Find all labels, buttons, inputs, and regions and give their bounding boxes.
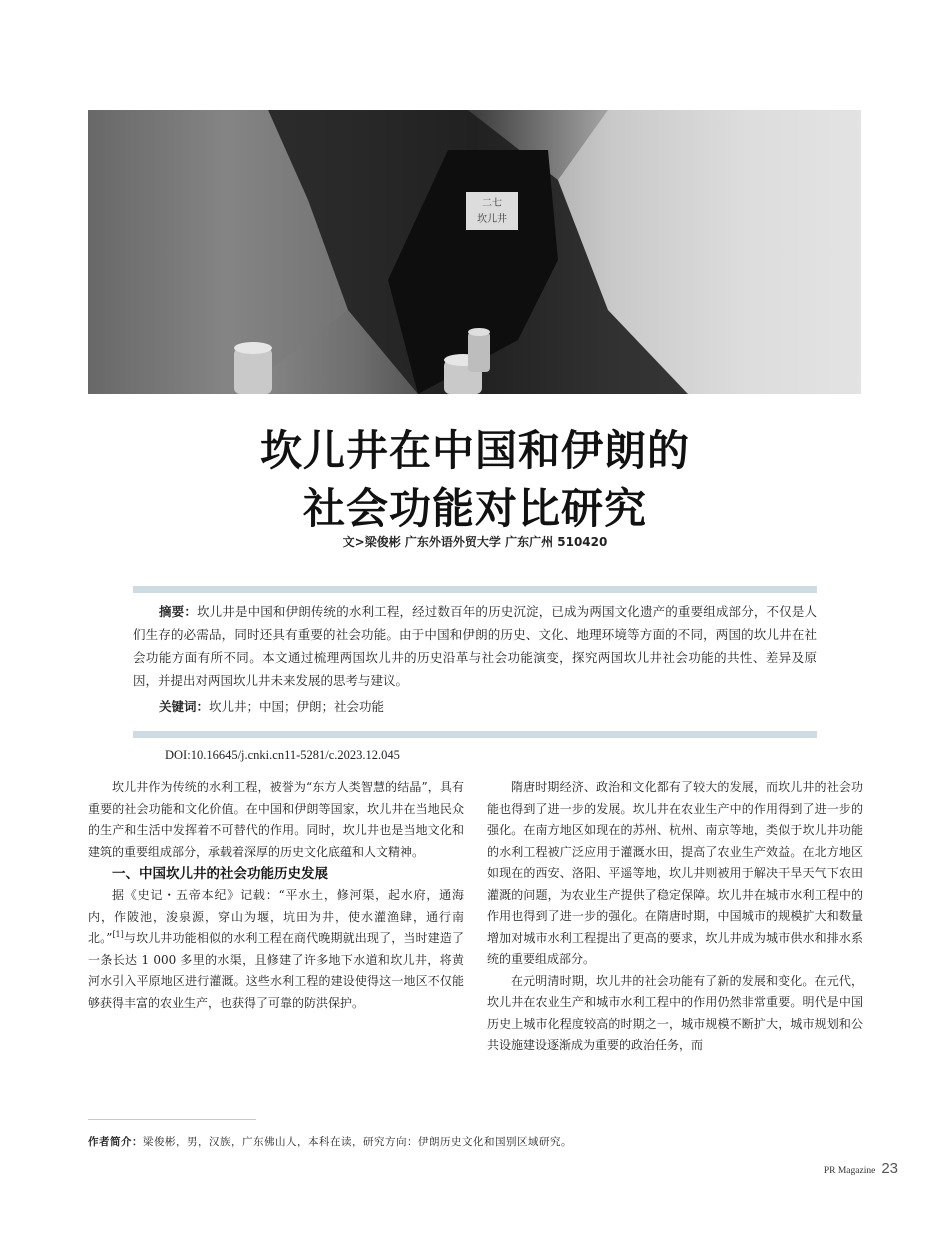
magazine-name: PR Magazine <box>823 1166 876 1176</box>
keywords-text: 坎儿井；中国；伊朗；社会功能 <box>209 699 385 714</box>
page-number: 23 <box>881 1160 898 1177</box>
sign-line2: 坎儿井 <box>477 214 507 225</box>
body-paragraph <box>88 885 464 1014</box>
abstract-bottom-rule <box>133 731 817 738</box>
keywords-line <box>133 695 817 718</box>
keywords-label: 关键词： <box>159 699 210 714</box>
abstract-text: 坎儿井是中国和伊朗传统的水利工程，经过数百年的历史沉淀，已成为两国文化遗产的重要组成部分，不仅是人们生存的必需品，同时还具有重要的社会功能。由于中国和伊朗的历史、文化、地理环境等方面的不同，两国的坎儿井在社会功能方面有所不同。本文通过梳理两国坎儿井的历史沿革与社会功能演变，探究两国坎儿井社会功能的共性、差异及原因，并提出对两国坎儿井未来发展的思考与建议。 <box>133 604 817 688</box>
author-byline: 文>梁俊彬 广东外语外贸大学 广东广州 510420 <box>342 535 608 549</box>
abstract-paragraph <box>133 600 817 692</box>
body-paragraph: 坎儿井作为传统的水利工程，被誉为“东方人类智慧的结晶”，具有重要的社会功能和文化价值。在中国和伊朗等国家，坎儿井在当地民众的生产和生活中发挥着不可替代的作用。同时，坎儿井也是当地文化和建筑的重要组成部分，承载着深厚的历史文化底蕴和人文精神。 <box>88 780 464 859</box>
header-photo <box>88 110 861 394</box>
abstract-block <box>133 600 817 718</box>
author-note-label: 作者简介： <box>88 1136 143 1148</box>
article-title-line1: 坎儿井在中国和伊朗的 <box>259 426 690 475</box>
body-paragraph: 在元明清时期，坎儿井的社会功能有了新的发展和变化。在元代，坎儿井在农业生产和城市水利工程中的作用仍然非常重要。明代是中国历史上城市化程度较高的时期之一，城市规模不断扩大，城市规划和公共设施建设逐渐成为重要的政治任务，而 <box>487 973 863 1052</box>
quote-text: 据《史记・五帝本纪》记载：“平水土，修河渠，起水府，通海内，作陂池，浚泉源，穿山为堰，坑田为井，使水灌渔肆，通行南北。” <box>88 888 464 945</box>
body-paragraph: 隋唐时期经济、政治和文化都有了较大的发展，而坎儿井的社会功能也得到了进一步的发展。坎儿井在农业生产中的作用得到了进一步的强化。在南方地区如现在的苏州、杭州、南京等地，类似于坎儿井功能的水利工程被广泛应用于灌溉水田，提高了农业生产效益。在北方地区如现在的西安、洛阳、平遥等地，坎儿井则被用于解决干旱天气下农田灌溉的问题，为农业生产提供了稳定保障。坎儿井在城市水利工程中的作用也得到了进一步的强化。在隋唐时期，中国城市的规模扩大和数量增加对城市水利工程提出了更高的要求，坎儿井成为城市供水和排水系统的重要组成部分。 <box>487 780 863 966</box>
author-note-text: 梁俊彬，男，汉族，广东佛山人，本科在读，研究方向：伊朗历史文化和国别区域研究。 <box>143 1136 572 1148</box>
kariz-shaft-photo <box>88 110 861 394</box>
section-heading: 一、中国坎儿井的社会功能历史发展 <box>112 866 328 882</box>
article-title-line2: 社会功能对比研究 <box>302 484 647 533</box>
abstract-top-rule <box>133 586 817 593</box>
sign-line1: 二七 <box>482 198 502 209</box>
body-text: 与坎儿井功能相似的水利工程在商代晚期就出现了，当时建造了一条长达 1 000 多里的水渠，且修建了许多地下水道和坎儿井，将黄河水引入平原地区进行灌溉。这些水利工程的建设使得这一地区不仅能够获得丰富的农业生产，也获得了可靠的防洪保护。 <box>88 931 464 1010</box>
author-note <box>88 1134 572 1149</box>
abstract-label: 摘要： <box>159 604 197 619</box>
doi: DOI:10.16645/j.cnki.cn11-5281/c.2023.12.045 <box>165 748 400 762</box>
body-column-right <box>487 777 863 1057</box>
footnote-rule <box>88 1119 256 1120</box>
body-column-left <box>88 777 464 1014</box>
citation-ref: [1] <box>112 930 124 939</box>
page-footer <box>824 1160 898 1178</box>
